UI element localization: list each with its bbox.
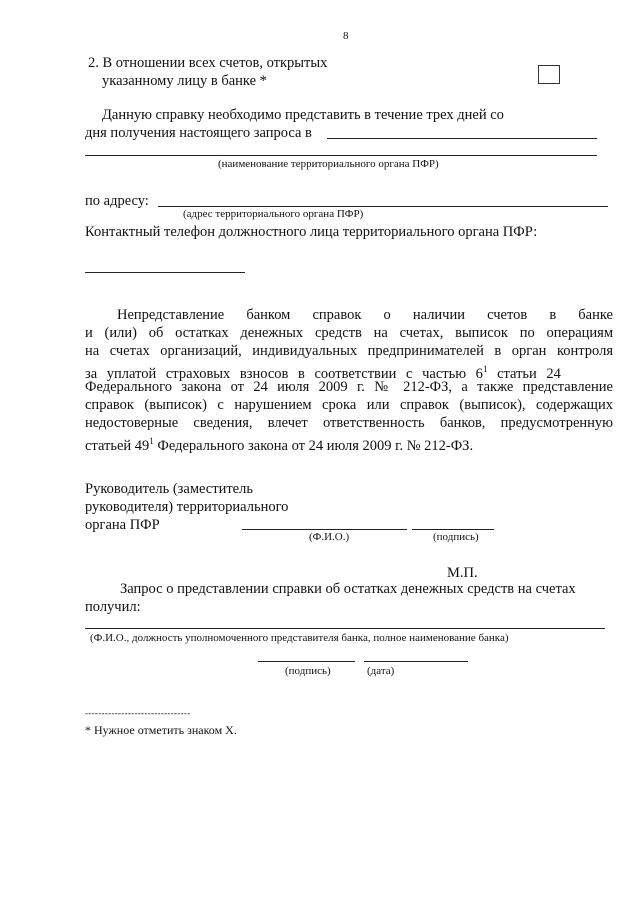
contact-phone-field[interactable] — [85, 272, 245, 273]
warning-line1: Непредставление банком справок о наличии счетов в банке — [117, 307, 613, 323]
stamp-place: М.П. — [447, 565, 478, 581]
receipt-rep-caption: (Ф.И.О., должность уполномоченного представителя банка, полное наименование банка) — [90, 632, 509, 644]
warning-line6: справок (выписок) с нарушением срока или справок (выписок), содержащих — [85, 397, 613, 413]
warning-line7: недостоверные сведения, влечет ответственность банков, предусмотренную — [85, 415, 613, 431]
footnote-text: * Нужное отметить знаком X. — [85, 723, 237, 737]
signatory-line1: Руководитель (заместитель — [85, 481, 253, 497]
receipt-date-caption: (дата) — [367, 665, 395, 677]
address-caption: (адрес территориального органа ПФР) — [183, 208, 364, 220]
receipt-date-field[interactable] — [364, 661, 468, 662]
account-checkbox[interactable] — [538, 65, 560, 84]
page-number: 8 — [343, 30, 349, 42]
footnote-separator: -------------------------------- — [85, 708, 191, 718]
contact-label: Контактный телефон должностного лица территориального органа ПФР: — [85, 224, 538, 240]
pfr-name-caption: (наименование территориального органа ПФР) — [218, 158, 439, 170]
signatory-fio-field[interactable] — [242, 529, 407, 530]
address-field[interactable] — [158, 206, 608, 207]
warning-line8: статьей $49^1$ Федерального закона от 24 июля 2009 г. № 212-ФЗ. — [85, 436, 474, 454]
pfr-name-field[interactable] — [327, 138, 597, 139]
warning-line5: Федерального закона от 24 июля 2009 г. № 212-ФЗ, а также представление — [85, 379, 613, 395]
receipt-line2: получил: — [85, 599, 141, 615]
warning-line4: за уплатой страховых взносов в соответствии с частью $6^1$ статьи 24 — [85, 364, 561, 382]
receipt-line1: Запрос о представлении справки об остатках денежных средств на счетах — [120, 581, 576, 597]
signatory-sign-field[interactable] — [412, 529, 494, 530]
pfr-name-field-cont[interactable] — [85, 155, 597, 156]
receipt-sign-caption: (подпись) — [285, 665, 331, 677]
receipt-sign-field[interactable] — [258, 661, 355, 662]
request-line2: дня получения настоящего запроса в — [85, 125, 312, 141]
request-line1: Данную справку необходимо представить в течение трех дней со — [102, 107, 504, 123]
item2-line2: указанному лицу в банке * — [102, 73, 267, 89]
signatory-line3: органа ПФР — [85, 517, 160, 533]
warning-line3: на счетах организаций, индивидуальных предпринимателей в орган контроля — [85, 343, 613, 359]
warning-line2: и (или) об остатках денежных средств на счетах, выписок по операциям — [85, 325, 613, 341]
receipt-rep-field[interactable] — [85, 628, 605, 629]
signatory-sign-caption: (подпись) — [433, 531, 479, 543]
signatory-fio-caption: (Ф.И.О.) — [309, 531, 350, 543]
address-label: по адресу: — [85, 193, 149, 209]
item2-line1: 2. В отношении всех счетов, открытых — [88, 55, 328, 71]
signatory-line2: руководителя) территориального — [85, 499, 289, 515]
